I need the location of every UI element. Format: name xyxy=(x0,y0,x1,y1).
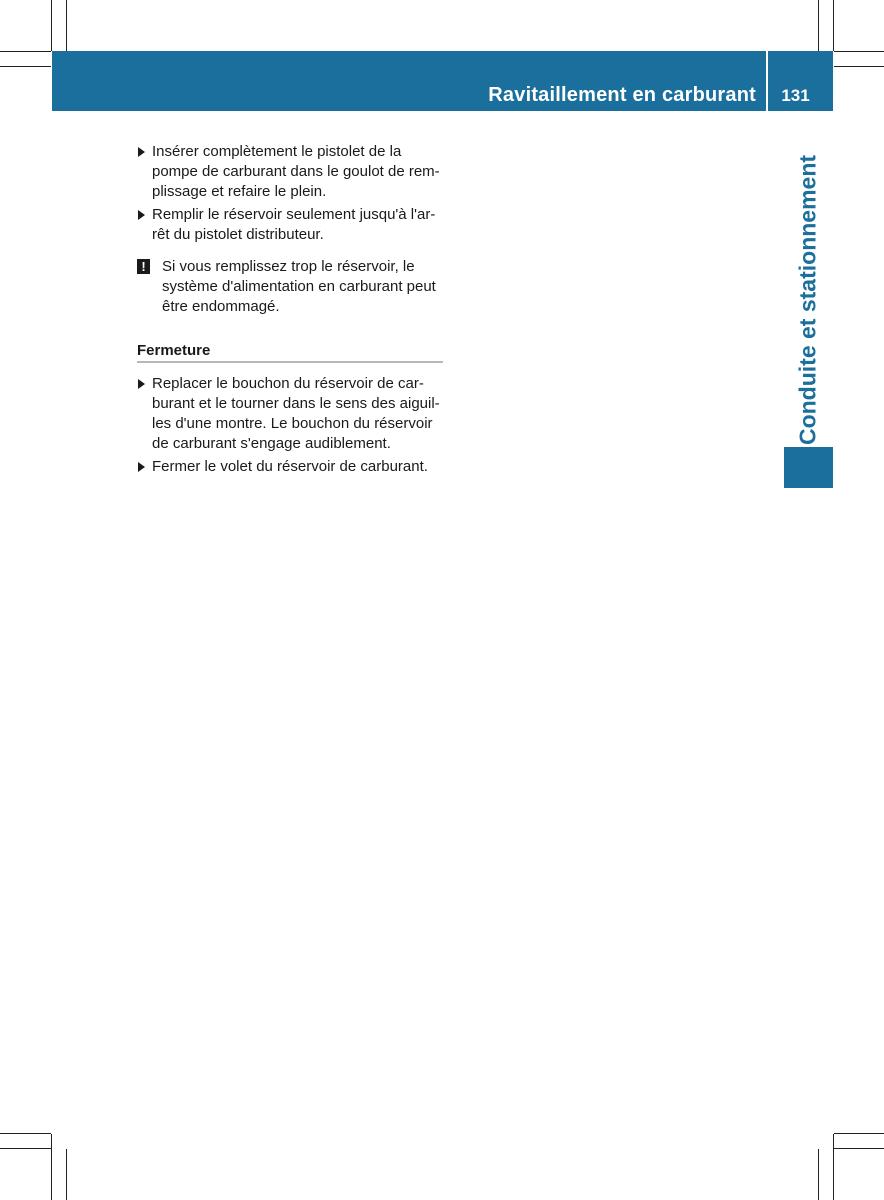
page-title: Ravitaillement en carburant xyxy=(488,84,756,106)
crop-mark-tr-v2 xyxy=(833,0,834,51)
warning-text: Si vous remplissez trop le réservoir, le système d'alimentation en carburant peut être endommagé. xyxy=(162,258,436,315)
crop-mark-tl-h xyxy=(0,51,51,52)
crop-mark-bl-h2 xyxy=(0,1148,51,1149)
page-number-box xyxy=(768,51,833,111)
instruction-item xyxy=(137,205,443,245)
crop-mark-tl-v xyxy=(51,0,52,51)
crop-mark-tr-h xyxy=(834,51,884,52)
crop-mark-br-v2 xyxy=(818,1149,819,1200)
crop-mark-tl-v2 xyxy=(66,0,67,51)
crop-mark-br-h2 xyxy=(834,1148,884,1149)
instruction-text: Replacer le bouchon du réservoir de car-burant et le tourner dans le sens des aiguil-les d'une montre. Le bouchon du réservoir de carburant s'engage audiblement. xyxy=(152,375,440,452)
page-header xyxy=(52,51,766,111)
arrow-right-icon xyxy=(138,210,145,220)
warning-note xyxy=(137,257,443,317)
crop-mark-tr-v xyxy=(818,0,819,51)
instruction-item xyxy=(137,142,443,202)
crop-mark-bl-v2 xyxy=(66,1149,67,1200)
page-number: 131 xyxy=(781,86,810,105)
crop-mark-bl-v xyxy=(51,1134,52,1200)
instruction-text: Fermer le volet du réservoir de carburant. xyxy=(152,458,428,475)
crop-mark-tl-h2 xyxy=(0,66,51,67)
crop-mark-br-v xyxy=(833,1134,834,1200)
crop-mark-tr-h2 xyxy=(834,66,884,67)
chapter-tab-label: Conduite et stationnement xyxy=(794,154,821,446)
arrow-right-icon xyxy=(138,379,145,389)
instruction-item xyxy=(137,374,443,454)
instruction-text: Remplir le réservoir seulement jusqu'à l'ar-rêt du pistolet distributeur. xyxy=(152,206,436,243)
arrow-right-icon xyxy=(138,147,145,157)
instruction-item xyxy=(137,457,443,477)
main-content xyxy=(137,142,443,480)
warning-icon: ! xyxy=(137,259,150,274)
crop-mark-bl-h xyxy=(0,1133,51,1134)
chapter-tab-marker xyxy=(784,447,833,488)
arrow-right-icon xyxy=(138,462,145,472)
section-heading: Fermeture xyxy=(137,341,443,363)
crop-mark-br-h xyxy=(834,1133,884,1134)
instruction-text: Insérer complètement le pistolet de la pompe de carburant dans le goulot de rem-plissage et refaire le plein. xyxy=(152,143,440,200)
